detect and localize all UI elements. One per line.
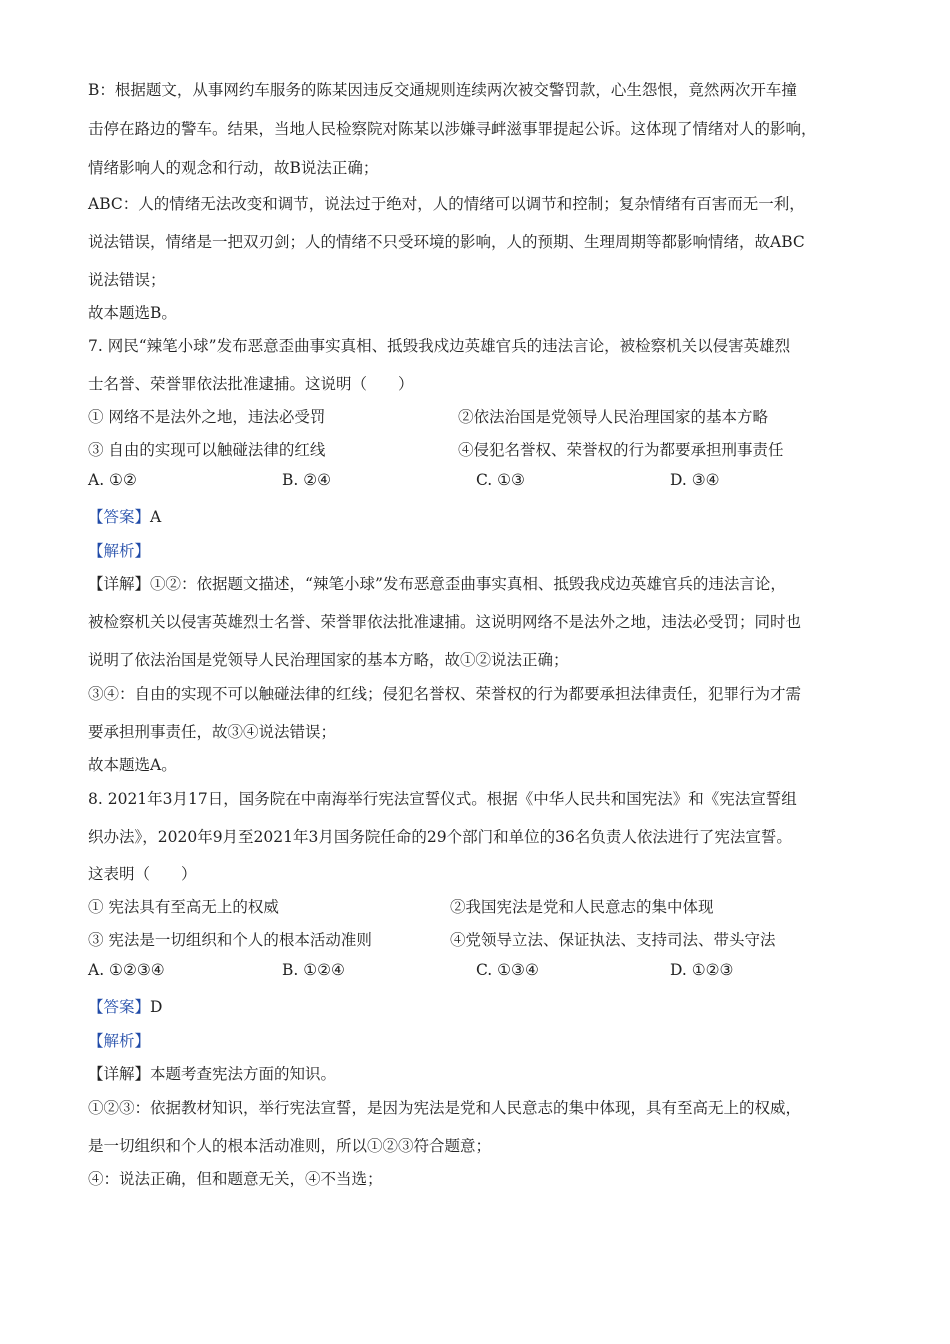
q8-detail-tag: 【详解】 (88, 1065, 151, 1083)
q7-detail-text-1: ①②：依据题文描述，“辣笔小球”发布恶意歪曲事实真相、抵毁我戍边英雄官兵的违法言论， (150, 575, 786, 593)
q8-answer-value: D (150, 998, 163, 1016)
q8-detail-line-3: ④：说法正确，但和题意无关，④不当选； (88, 1170, 383, 1188)
q8-detail-line-1: ①②③：依据教材知识，举行宪法宣誓，是因为宪法是党和人民意志的集中体现，具有至高无上的权威， (88, 1099, 802, 1117)
q8-detail-line-2: 是一切组织和个人的根本活动准则，所以①②③符合题意； (88, 1137, 492, 1155)
q7-option-b: B. ②④ (282, 471, 332, 489)
q8-answer-tag: 【答案】 (88, 998, 151, 1016)
q8-statement-4: ④党领导立法、保证执法、支持司法、带头守法 (450, 931, 776, 949)
q7-stem-line-2: 士名誉、荣誉罪依法批准逮捕。这说明（ ） (88, 375, 414, 393)
q8-stem-line-1: 8. 2021年3月17日，国务院在中南海举行宪法宣誓仪式。根据《中华人民共和国宪法》和《宪法宣誓组 (88, 790, 797, 808)
q7-statement-3: ③ 自由的实现可以触碰法律的红线 (88, 441, 326, 459)
q7-option-d: D. ③④ (670, 471, 720, 489)
q7-statement-2: ②依法治国是党领导人民治理国家的基本方略 (458, 408, 769, 426)
q8-option-c: C. ①③④ (476, 961, 539, 979)
q8-statement-3: ③ 宪法是一切组织和个人的根本活动准则 (88, 931, 372, 949)
q7-detail-line-2: 被检察机关以侵害英雄烈士名誉、荣誉罪依法批准逮捕。这说明网络不是法外之地，违法必受罚；同时也 (88, 613, 802, 631)
q7-detail-tag: 【详解】 (88, 575, 151, 593)
q7-analysis-tag: 【解析】 (88, 542, 151, 560)
q7-answer-tag: 【答案】 (88, 508, 151, 526)
q7-detail-line-3: 说明了依法治国是党领导人民治理国家的基本方略，故①②说法正确； (88, 651, 569, 669)
q7-statement-4: ④侵犯名誉权、荣誉权的行为都要承担刑事责任 (458, 441, 784, 459)
q7-detail-line-1 (88, 572, 786, 594)
q8-stem-line-2: 织办法》，2020年9月至2021年3月国务院任命的29个部门和单位的36名负责人依法进行了宪法宣誓。 (88, 828, 792, 846)
q7-detail-line-5: 要承担刑事责任，故③④说法错误； (88, 723, 337, 741)
q8-stem-line-3: 这表明（ ） (88, 865, 197, 883)
q8-answer (88, 995, 162, 1017)
prev-abc-analysis-line-3: 说法错误； (88, 271, 166, 289)
prev-b-analysis-line-3: 情绪影响人的观念和行动，故B说法正确； (88, 159, 379, 177)
q7-option-a: A. ①② (88, 471, 137, 489)
q7-option-c: C. ①③ (476, 471, 525, 489)
prev-b-analysis-line-1: B：根据题文，从事网约车服务的陈某因违反交通规则连续两次被交警罚款，心生怨恨，竟然两次开车撞 (88, 81, 797, 99)
q8-detail-intro: 本题考查宪法方面的知识。 (150, 1065, 337, 1083)
q7-stem-line-1: 7. 网民“辣笔小球”发布恶意歪曲事实真相、抵毁我戍边英雄官兵的违法言论，被检察机关以侵害英雄烈 (88, 337, 791, 355)
prev-conclusion: 故本题选B。 (88, 304, 177, 322)
prev-abc-analysis-line-2: 说法错误，情绪是一把双刃剑；人的情绪不只受环境的影响，人的预期、生理周期等都影响情绪，故ABC (88, 233, 805, 251)
q8-analysis-tag: 【解析】 (88, 1032, 151, 1050)
q7-answer (88, 505, 161, 527)
q8-detail-intro-line (88, 1062, 336, 1084)
q8-option-b: B. ①②④ (282, 961, 345, 979)
prev-b-analysis-line-2: 击停在路边的警车。结果，当地人民检察院对陈某以涉嫌寻衅滋事罪提起公诉。这体现了情绪对人的影响， (88, 120, 817, 138)
prev-abc-analysis-line-1: ABC：人的情绪无法改变和调节，说法过于绝对，人的情绪可以调节和控制；复杂情绪有百害而无一利， (88, 195, 805, 213)
q7-conclusion: 故本题选A。 (88, 756, 177, 774)
q7-statement-1: ① 网络不是法外之地，违法必受罚 (88, 408, 326, 426)
q8-option-a: A. ①②③④ (88, 961, 165, 979)
q8-option-d: D. ①②③ (670, 961, 734, 979)
q7-answer-value: A (150, 508, 162, 526)
q8-statement-1: ① 宪法具有至高无上的权威 (88, 898, 279, 916)
q8-statement-2: ②我国宪法是党和人民意志的集中体现 (450, 898, 714, 916)
q8-options (88, 961, 868, 983)
q7-options (88, 471, 868, 493)
q7-detail-line-4: ③④：自由的实现不可以触碰法律的红线；侵犯名誉权、荣誉权的行为都要承担法律责任，犯罪行为才需 (88, 685, 802, 703)
